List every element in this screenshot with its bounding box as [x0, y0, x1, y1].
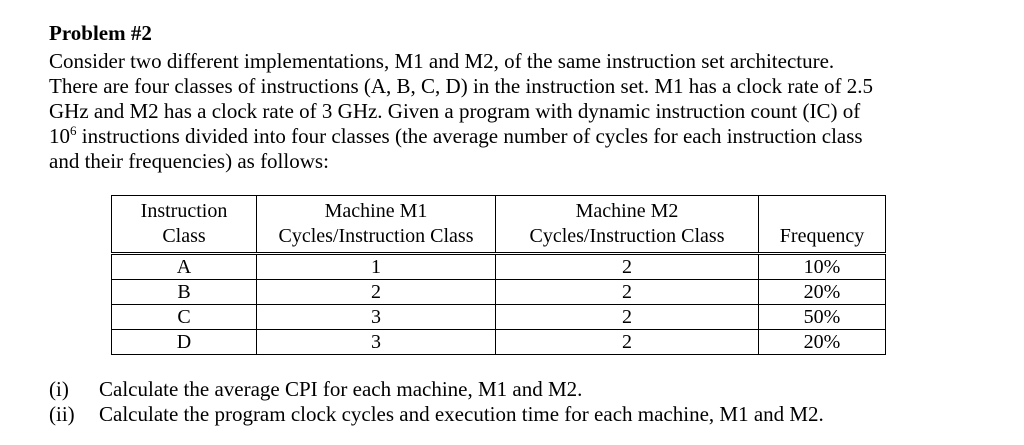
cell-m2-cycles: 2 — [496, 280, 759, 305]
header-instruction-class: Instruction Class — [112, 196, 257, 254]
question-item — [49, 402, 824, 427]
cell-class: C — [112, 305, 257, 330]
question-item — [49, 377, 824, 402]
ic-exponent: 6 — [70, 123, 77, 138]
problem-statement — [49, 49, 959, 174]
question-text: Calculate the program clock cycles and execution time for each machine, M1 and M2. — [99, 402, 824, 426]
statement-line-5: and their frequencies) as follows: — [49, 149, 329, 173]
cell-m1-cycles: 3 — [257, 305, 496, 330]
cell-m1-cycles: 2 — [257, 280, 496, 305]
table-header-row — [112, 196, 886, 254]
header-machine-m1: Machine M1 Cycles/Instruction Class — [257, 196, 496, 254]
question-list — [49, 377, 824, 427]
cell-m2-cycles: 2 — [496, 254, 759, 280]
problem-title: Problem #2 — [49, 21, 152, 45]
statement-line-4 — [49, 124, 959, 149]
question-text: Calculate the average CPI for each machine, M1 and M2. — [99, 377, 583, 401]
cell-frequency: 20% — [759, 280, 886, 305]
table-row — [112, 330, 886, 355]
table-row — [112, 254, 886, 280]
ic-base: 10 — [49, 124, 70, 148]
header-frequency: Frequency — [759, 196, 886, 254]
cell-class: B — [112, 280, 257, 305]
cell-class: D — [112, 330, 257, 355]
statement-line-3: GHz and M2 has a clock rate of 3 GHz. Given a program with dynamic instruction count (IC) of — [49, 99, 861, 123]
cell-frequency: 10% — [759, 254, 886, 280]
cycles-frequency-table — [111, 195, 886, 355]
cell-frequency: 50% — [759, 305, 886, 330]
cell-m1-cycles: 1 — [257, 254, 496, 280]
cell-m2-cycles: 2 — [496, 330, 759, 355]
question-number: (i) — [49, 377, 69, 401]
statement-line-2: There are four classes of instructions (A, B, C, D) in the instruction set. M1 has a clock rate of 2.5 — [49, 74, 874, 98]
cell-m1-cycles: 3 — [257, 330, 496, 355]
statement-line-4-rest: instructions divided into four classes (the average number of cycles for each instruction class — [76, 124, 863, 148]
cell-frequency: 20% — [759, 330, 886, 355]
table-row — [112, 280, 886, 305]
table-row — [112, 305, 886, 330]
question-number: (ii) — [49, 402, 75, 426]
header-machine-m2: Machine M2 Cycles/Instruction Class — [496, 196, 759, 254]
cell-m2-cycles: 2 — [496, 305, 759, 330]
cell-class: A — [112, 254, 257, 280]
statement-line-1: Consider two different implementations, M1 and M2, of the same instruction set architecture. — [49, 49, 835, 73]
